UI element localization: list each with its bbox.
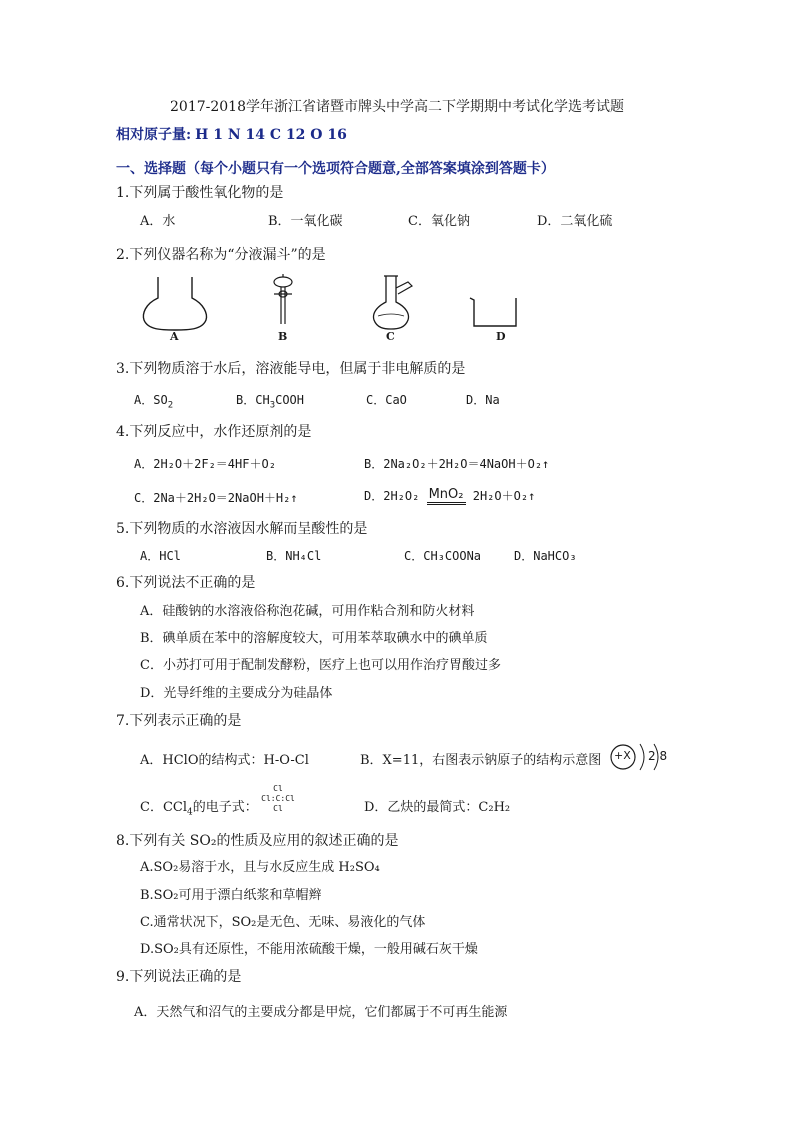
apparatus-c-distillation-flask-diagram bbox=[368, 272, 418, 332]
q7-stem: 7.下列表示正确的是 bbox=[116, 713, 242, 729]
q4-option-d bbox=[364, 487, 535, 505]
q7-option-b: B．X=11，右图表示钠原子的结构示意图 bbox=[360, 753, 602, 768]
sodium-shell-electrons: 2 8 bbox=[648, 749, 668, 763]
q3-option-a-text: A．SO bbox=[134, 393, 168, 407]
q1-option-a: A．水 bbox=[140, 214, 176, 229]
q2-stem: 2.下列仪器名称为“分液漏斗”的是 bbox=[116, 247, 326, 263]
atomic-mass-label: 相对原子量: bbox=[116, 127, 192, 143]
q8-option-d: D.SO₂具有还原性，不能用浓硫酸干燥，一般用碱石灰干燥 bbox=[140, 942, 478, 957]
q6-option-a: A．硅酸钠的水溶液俗称泡花碱，可用作粘合剂和防火材料 bbox=[140, 604, 475, 619]
atomic-mass-values: H 1 N 14 C 12 O 16 bbox=[195, 127, 347, 143]
q3-option-b-sub: 3 bbox=[269, 400, 276, 411]
q8-option-a: A.SO₂易溶于水，且与水反应生成 H₂SO₄ bbox=[140, 860, 380, 875]
q3-option-b bbox=[236, 391, 304, 410]
q9-stem: 9.下列说法正确的是 bbox=[116, 969, 242, 985]
apparatus-b-funnel-diagram bbox=[264, 272, 304, 332]
q5-stem: 5.下列物质的水溶液因水解而呈酸性的是 bbox=[116, 521, 368, 537]
section-heading: 一、选择题（每个小题只有一个选项符合题意,全部答案填涂到答题卡） bbox=[116, 161, 555, 177]
q5-option-b: B．NH₄Cl bbox=[266, 549, 322, 563]
atomic-mass-line bbox=[116, 124, 347, 144]
q6-stem: 6.下列说法不正确的是 bbox=[116, 575, 256, 591]
q4-option-d-reactant: D．2H₂O₂ bbox=[364, 489, 420, 503]
q6-option-c: C．小苏打可用于配制发酵粉，医疗上也可以用作治疗胃酸过多 bbox=[140, 658, 501, 673]
q3-option-a-sub: 2 bbox=[167, 400, 174, 411]
q5-option-d: D．NaHCO₃ bbox=[514, 549, 577, 563]
q5-option-a: A．HCl bbox=[140, 549, 181, 563]
apparatus-label-b: B bbox=[278, 330, 288, 343]
q7-option-d: D．乙炔的最简式：C₂H₂ bbox=[364, 800, 511, 815]
q6-option-d: D．光导纤维的主要成分为硅晶体 bbox=[140, 686, 333, 701]
q3-option-b-text: B．CH bbox=[236, 393, 270, 407]
ccl4-formula-bottom: Cl bbox=[273, 804, 283, 813]
apparatus-label-a: A bbox=[170, 330, 179, 343]
q1-option-d: D．二氧化硫 bbox=[537, 214, 613, 229]
q4-option-d-condition: MnO₂ bbox=[427, 489, 466, 505]
q4-stem: 4.下列反应中，水作还原剂的是 bbox=[116, 424, 312, 440]
q1-option-c: C．氧化钠 bbox=[408, 214, 470, 229]
ccl4-formula-middle: Cl:C:Cl bbox=[261, 794, 295, 803]
q3-option-d: D．Na bbox=[466, 393, 500, 407]
q4-option-c: C．2Na＋2H₂O＝2NaOH＋H₂↑ bbox=[134, 491, 298, 505]
document-title: 2017-2018学年浙江省诸暨市牌头中学高二下学期期中考试化学选考试题 bbox=[170, 99, 624, 115]
q7-option-c-sub: 4 bbox=[187, 807, 193, 818]
q8-option-c: C.通常状况下，SO₂是无色、无味、易液化的气体 bbox=[140, 915, 426, 930]
q3-option-a bbox=[134, 391, 173, 410]
ccl4-formula-top: Cl bbox=[273, 784, 283, 793]
apparatus-label-c: C bbox=[386, 330, 395, 343]
q7-option-c bbox=[140, 796, 258, 818]
q3-option-b-text-post: COOH bbox=[275, 393, 305, 407]
apparatus-label-d: D bbox=[496, 330, 506, 343]
ccl4-electron-formula bbox=[260, 784, 296, 814]
q4-option-d-product: 2H₂O＋O₂↑ bbox=[472, 489, 536, 503]
q7-option-a: A．HClO的结构式：H-O-Cl bbox=[140, 753, 309, 768]
q3-option-c: C．CaO bbox=[366, 393, 407, 407]
q1-option-b: B．一氧化碳 bbox=[268, 214, 343, 229]
q5-option-c: C．CH₃COONa bbox=[404, 549, 482, 563]
q4-option-a: A．2H₂O＋2F₂＝4HF＋O₂ bbox=[134, 457, 276, 471]
sodium-nucleus-label: +X bbox=[614, 749, 631, 762]
q4-option-b: B．2Na₂O₂＋2H₂O＝4NaOH＋O₂↑ bbox=[364, 457, 550, 471]
q1-stem: 1.下列属于酸性氧化物的是 bbox=[116, 185, 284, 201]
q8-stem: 8.下列有关 SO₂的性质及应用的叙述正确的是 bbox=[116, 833, 399, 849]
apparatus-d-beaker-diagram bbox=[468, 296, 522, 330]
q7-option-c-text-post: 的电子式： bbox=[192, 800, 258, 815]
q6-option-b: B．碘单质在苯中的溶解度较大，可用苯萃取碘水中的碘单质 bbox=[140, 631, 488, 646]
q3-stem: 3.下列物质溶于水后，溶液能导电，但属于非电解质的是 bbox=[116, 361, 466, 377]
q7-option-c-text: C．CCl bbox=[140, 800, 187, 815]
q8-option-b: B.SO₂可用于漂白纸浆和草帽辫 bbox=[140, 888, 322, 903]
q9-option-a: A．天然气和沼气的主要成分都是甲烷，它们都属于不可再生能源 bbox=[134, 1005, 508, 1020]
